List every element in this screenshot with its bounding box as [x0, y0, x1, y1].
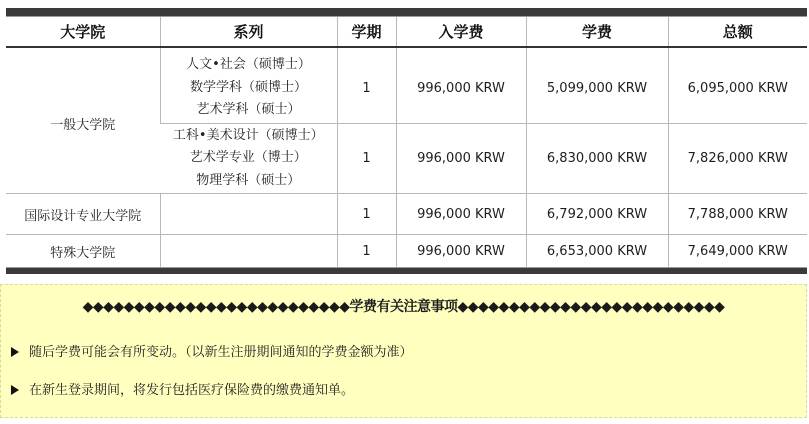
notice-item: [11, 341, 413, 360]
school-cell: 一般大学院: [50, 117, 116, 133]
table-header-row: [6, 17, 807, 47]
notice-item-text: 随后学费可能会有所变动。（以新生注册期间通知的学费金额为准）: [29, 345, 413, 360]
total-cell: 7,649,000 KRW: [668, 235, 807, 268]
school-cell: 国际设计专业大学院: [6, 194, 160, 235]
semester-cell: 1: [337, 53, 396, 124]
table-row: [6, 53, 807, 124]
school-cell: 特殊大学院: [6, 235, 160, 268]
header-series: 系列: [160, 17, 337, 47]
total-cell: 7,826,000 KRW: [668, 124, 807, 194]
semester-cell: 1: [337, 194, 396, 235]
series-line: 物理学科（硕士）: [196, 172, 301, 188]
series-line: 人文•社会（硕博士）: [186, 57, 311, 73]
tuition-notice-box: [0, 284, 807, 418]
table-bottom-border: [6, 267, 807, 274]
series-cell: [160, 53, 337, 124]
header-graduate-school: 大学院: [6, 17, 160, 47]
series-cell: [160, 235, 337, 268]
notice-title: ◆◆◆◆◆◆◆◆◆◆◆◆◆◆◆◆◆◆◆◆◆◆◆◆◆◆学费有关注意事项◆◆◆◆◆◆◆◆◆◆◆◆◆◆◆◆◆◆◆◆◆◆◆◆◆◆: [82, 299, 725, 315]
total-cell: 7,788,000 KRW: [668, 194, 807, 235]
header-tuition: 学费: [526, 17, 668, 47]
header-total: 总额: [668, 17, 807, 47]
tuition-cell: 6,792,000 KRW: [526, 194, 668, 235]
series-cell: [160, 124, 337, 194]
notice-item-text: 在新生登录期间，将发行包括医疗保险费的缴费通知单。: [29, 383, 355, 398]
tuition-cell: 5,099,000 KRW: [526, 53, 668, 124]
series-cell: [160, 194, 337, 235]
table-row: [6, 235, 807, 268]
semester-cell: 1: [337, 124, 396, 194]
series-line: 艺术学专业（博士）: [189, 150, 307, 166]
tuition-table: [6, 17, 807, 267]
admission-fee-cell: 996,000 KRW: [396, 194, 526, 235]
tuition-table-section: [6, 8, 807, 274]
admission-fee-cell: 996,000 KRW: [396, 235, 526, 268]
table-row: [6, 194, 807, 235]
table-top-border: [6, 8, 807, 17]
series-line: 艺术学科（硕士）: [196, 102, 301, 118]
total-cell: 6,095,000 KRW: [668, 53, 807, 124]
admission-fee-cell: 996,000 KRW: [396, 124, 526, 194]
header-semester: 学期: [337, 17, 396, 47]
tuition-cell: 6,830,000 KRW: [526, 124, 668, 194]
series-line: 工科•美术设计（硕博士）: [172, 127, 324, 143]
series-line: 数学学科（硕博士）: [189, 79, 307, 95]
admission-fee-cell: 996,000 KRW: [396, 53, 526, 124]
notice-item: [11, 379, 354, 398]
tuition-cell: 6,653,000 KRW: [526, 235, 668, 268]
triangle-right-icon: [11, 385, 19, 395]
header-admission-fee: 入学费: [396, 17, 526, 47]
semester-cell: 1: [337, 235, 396, 268]
triangle-right-icon: [11, 347, 19, 357]
